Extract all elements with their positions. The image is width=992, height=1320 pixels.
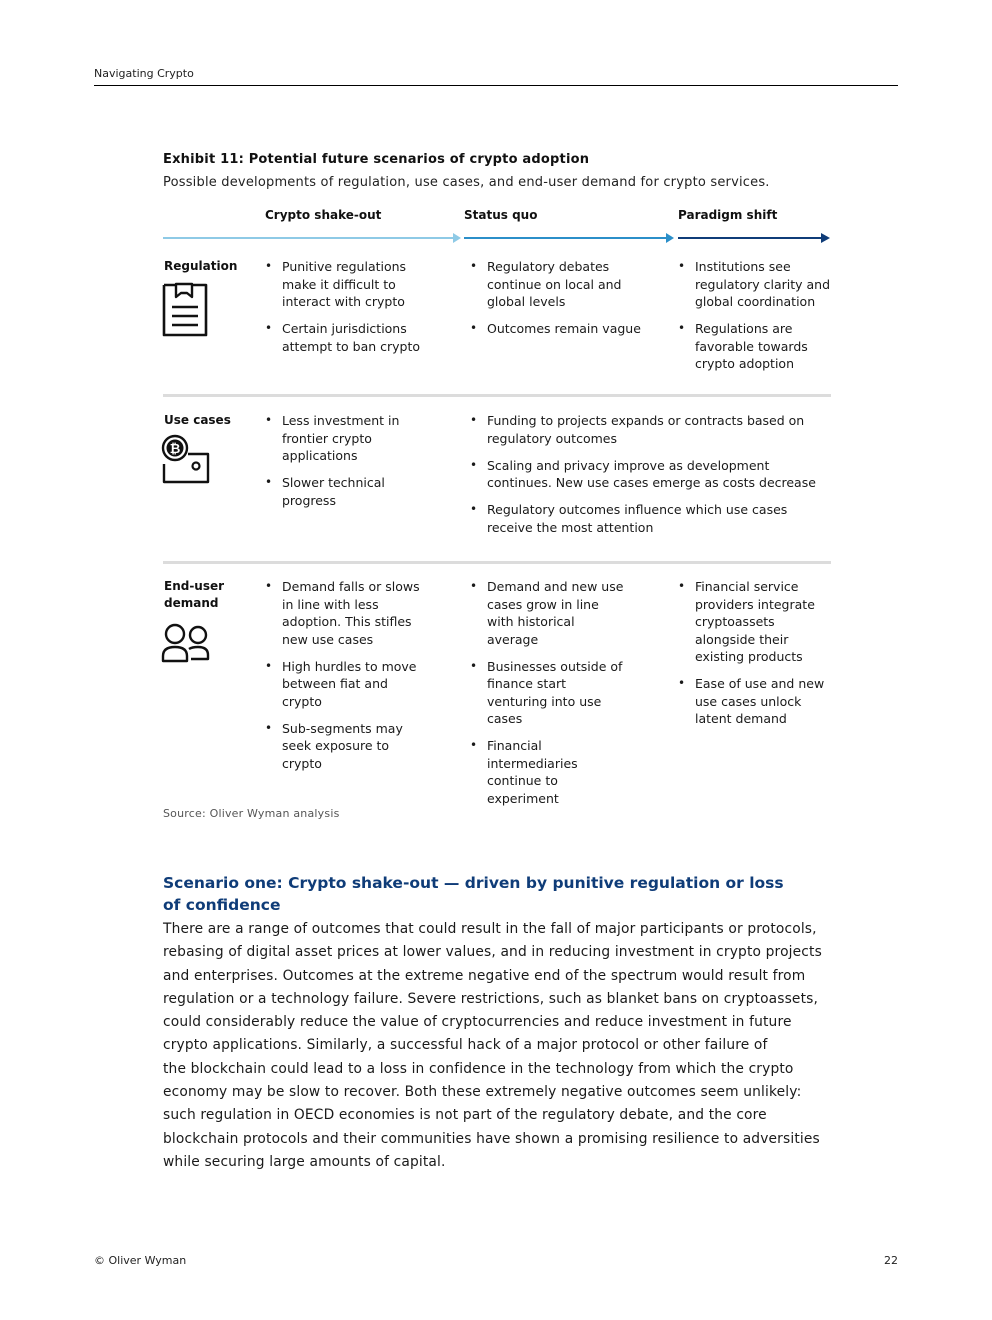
arrow-head-shakeout: [453, 233, 461, 243]
body-line: could considerably reduce the value of cryptocurrencies and reduce investment in future: [163, 1014, 792, 1031]
body-line: while securing large amounts of capital.: [163, 1153, 446, 1170]
demand-status-quo-list: [469, 578, 629, 817]
clipboard-icon: [160, 282, 210, 338]
regulation-shakeout-list: [264, 258, 424, 365]
list-item: • Sub-segments may seek exposure to crypto: [264, 720, 424, 773]
list-item: • Demand falls or slows in line with less adoption. This stifles new use cases: [264, 578, 424, 648]
list-item: • Slower technical progress: [264, 474, 424, 509]
header-rule: [94, 85, 898, 86]
regulation-paradigm-list: [677, 258, 837, 382]
exhibit-source: Source: Oliver Wyman analysis: [163, 807, 340, 820]
section-heading: [163, 872, 803, 916]
use-cases-merged-list: [469, 412, 829, 546]
list-item: • Regulatory outcomes influence which use cases receive the most attention: [469, 501, 829, 536]
body-line: crypto applications. Similarly, a successful hack of a major protocol or other failure of: [163, 1037, 768, 1054]
users-icon: [160, 616, 210, 672]
demand-shakeout-list: [264, 578, 424, 782]
body-line: There are a range of outcomes that could result in the fall of major participants or protocols,: [163, 921, 817, 937]
body-line: economy may be slow to recover. Both these extremely negative outcomes seem unlikely:: [163, 1084, 802, 1101]
row-divider: [163, 561, 831, 564]
row-label-regulation: Regulation: [164, 259, 238, 273]
footer-copyright: © Oliver Wyman: [94, 1254, 187, 1267]
list-item: • Demand and new use cases grow in line with historical average: [469, 578, 629, 648]
list-item: • Less investment in frontier crypto applications: [264, 412, 424, 465]
body-line: blockchain protocols and their communities have shown a promising resilience to adversities: [163, 1130, 820, 1147]
body-line: and enterprises. Outcomes at the extreme negative end of the spectrum would result from: [163, 967, 806, 984]
demand-paradigm-list: [677, 578, 827, 737]
regulation-status-quo-list: [469, 258, 649, 347]
page-number: 22: [884, 1254, 898, 1267]
running-header: Navigating Crypto: [94, 67, 194, 80]
arrow-head-paradigm: [821, 233, 830, 243]
section-heading-line: Scenario one: Crypto shake-out — driven by punitive regulation or loss: [163, 874, 784, 892]
column-header-shakeout: Crypto shake-out: [265, 208, 382, 222]
section-heading-line: of confidence: [163, 896, 281, 914]
list-item: • Scaling and privacy improve as development continues. New use cases emerge as costs decrease: [469, 457, 829, 492]
svg-text:₿: ₿: [169, 442, 181, 457]
list-item: • Punitive regulations make it difficult to interact with crypto: [264, 258, 424, 311]
column-header-paradigm: Paradigm shift: [678, 208, 778, 222]
arrow-head-status-quo: [666, 233, 674, 243]
exhibit-subtitle: Possible developments of regulation, use cases, and end-user demand for crypto services.: [163, 175, 770, 190]
list-item: • Financial intermediaries continue to experiment: [469, 737, 629, 807]
list-item: • Funding to projects expands or contracts based on regulatory outcomes: [469, 412, 829, 447]
exhibit-title: Exhibit 11: Potential future scenarios of crypto adoption: [163, 152, 590, 167]
list-item: • High hurdles to move between fiat and crypto: [264, 658, 424, 711]
list-item: • Ease of use and new use cases unlock latent demand: [677, 675, 827, 728]
body-paragraph: [163, 918, 835, 1174]
list-item: • Certain jurisdictions attempt to ban crypto: [264, 320, 424, 355]
row-label-use-cases: Use cases: [164, 413, 231, 427]
list-item: • Financial service providers integrate cryptoassets alongside their existing products: [677, 578, 827, 666]
body-line: the blockchain could lead to a loss in confidence in the technology from which the crypto: [163, 1060, 794, 1077]
row-divider: [163, 394, 831, 397]
body-line: rebasing of digital asset prices at lower values, and in reducing investment in crypto projects: [163, 944, 822, 961]
list-item: • Businesses outside of finance start venturing into use cases: [469, 658, 629, 728]
body-line: such regulation in OECD economies is not part of the regulatory debate, and the core: [163, 1107, 767, 1124]
row-label-end-user-demand: End-user demand: [164, 579, 225, 610]
column-header-status-quo: Status quo: [464, 208, 538, 222]
use-cases-shakeout-list: [264, 412, 424, 519]
list-item: • Outcomes remain vague: [469, 320, 649, 338]
bitcoin-wallet-icon: [160, 432, 210, 488]
list-item: • Regulations are favorable towards crypto adoption: [677, 320, 837, 373]
body-line: regulation or a technology failure. Severe restrictions, such as blanket bans on cryptoassets,: [163, 990, 819, 1007]
list-item: • Institutions see regulatory clarity and global coordination: [677, 258, 837, 311]
list-item: • Regulatory debates continue on local and global levels: [469, 258, 649, 311]
scenario-arrows: [163, 230, 831, 246]
